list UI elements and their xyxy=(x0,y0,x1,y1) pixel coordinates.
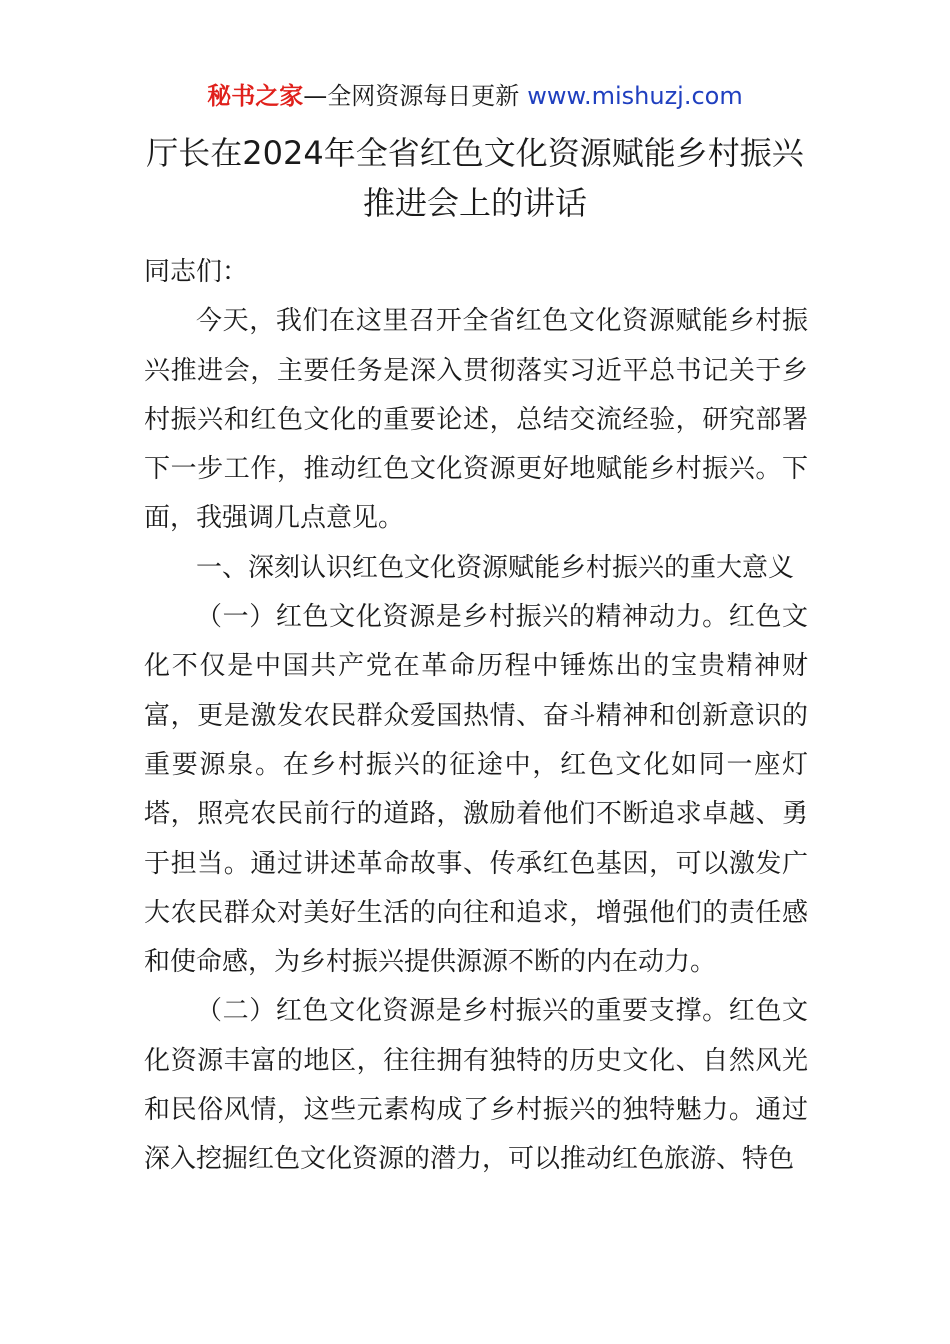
paragraph-subsection-1: （一）红色文化资源是乡村振兴的精神动力。红色文化不仅是中国共产党在革命历程中锤炼出的宝贵精神财富，更是激发农民群众爱国热情、奋斗精神和创新意识的重要源泉。在乡村振兴的征途中，红色文化如同一座灯塔，照亮农民前行的道路，激励着他们不断追求卓越、勇于担当。通过讲述革命故事、传承红色基因，可以激发广大农民群众对美好生活的向往和追求，增强他们的责任感和使命感，为乡村振兴提供源源不断的内在动力。 xyxy=(144,602,808,978)
document-title-line-1: 厅长在2024年全省红色文化资源赋能乡村振兴 xyxy=(146,134,804,172)
salutation: 同志们： xyxy=(144,257,249,287)
document-title xyxy=(120,128,830,228)
document-title-line-2: 推进会上的讲话 xyxy=(362,184,587,222)
site-brand: 秘书之家 xyxy=(207,82,304,110)
section-heading-1: 一、深刻认识红色文化资源赋能乡村振兴的重大意义 xyxy=(196,552,795,583)
site-url-link[interactable]: www.mishuzj.com xyxy=(527,82,743,110)
site-tagline: —全网资源每日更新 xyxy=(303,82,520,110)
site-header xyxy=(0,80,950,112)
paragraph-intro: 今天，我们在这里召开全省红色文化资源赋能乡村振兴推进会，主要任务是深入贯彻落实习近平总书记关于乡村振兴和红色文化的重要论述，总结交流经验，研究部署下一步工作，推动红色文化资源更好地赋能乡村振兴。下面，我强调几点意见。 xyxy=(144,306,808,534)
document-body xyxy=(144,248,808,1185)
paragraph-subsection-2: （二）红色文化资源是乡村振兴的重要支撑。红色文化资源丰富的地区，往往拥有独特的历史文化、自然风光和民俗风情，这些元素构成了乡村振兴的独特魅力。通过深入挖掘红色文化资源的潜力，可以推动红色旅游、特色 xyxy=(144,996,808,1175)
